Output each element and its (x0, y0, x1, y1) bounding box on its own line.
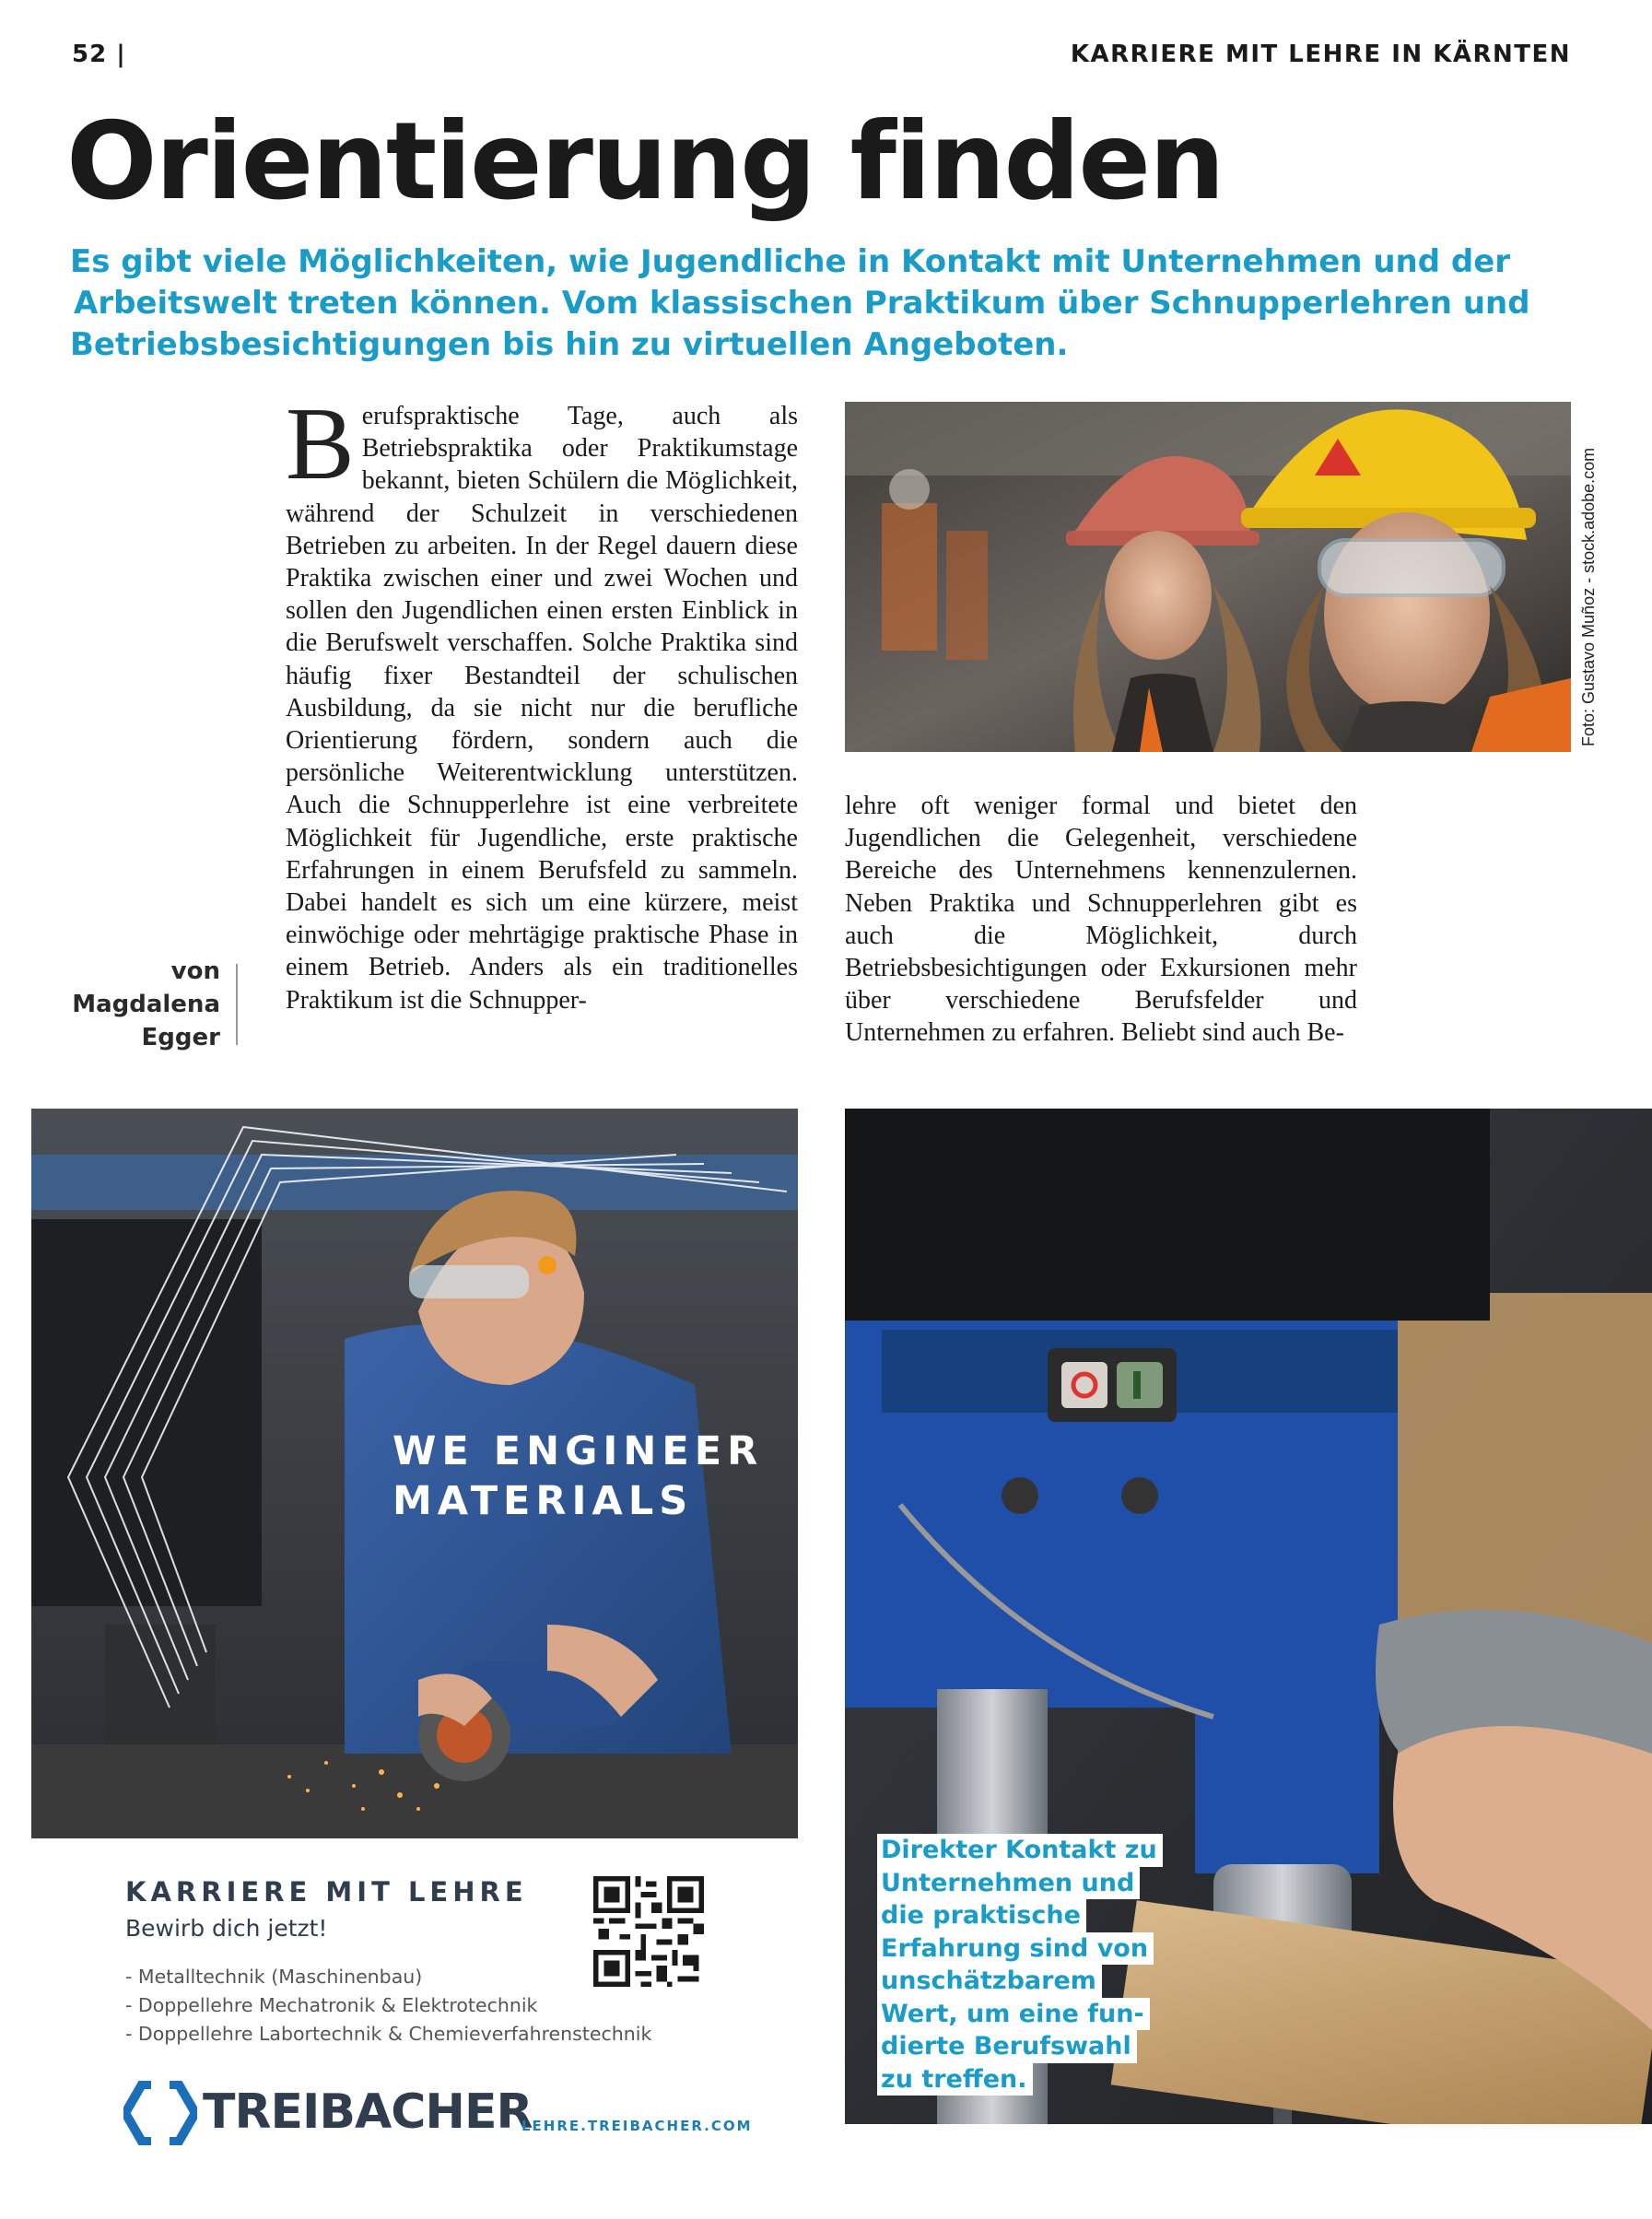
byline-first-name: Magdalena (72, 991, 220, 1018)
ad-headline (392, 1426, 763, 1526)
article-text: erufspraktische Tage, auch als Betriebspraktika oder Praktikumstage bekannt, bieten Schülern die Möglichkeit, während der Schulzeit in verschiedenen Betrieben zu arbeiten. In der Regel dauern diese Praktika zwischen einer und zwei Wochen und sollen den Jugendlichen einen ersten Einblick in die Berufswelt verschaffen. Solche Praktika sind häufig fixer Bestandteil der schulischen Ausbildung, da sie nicht nur die berufliche Orientierung fördern, sondern auch die persönliche Weiterentwicklung unterstützen. Auch die Schnupperlehre ist eine verbreitete Möglichkeit für Jugendliche, erste praktische Erfahrungen in einem Berufsfeld zu sammeln. Dabei handelt es sich um eine kürzere, meist einwöchige oder mehrtägige praktische Phase in einem Betrieb. Anders als ein traditionelles Praktikum ist die Schnupper- (286, 402, 798, 1015)
photo-credit-text: Foto: Gustavo Muñoz - stock.adobe.com (1579, 447, 1598, 746)
article-column-2 (845, 790, 1357, 1057)
caption-line: Direkter Kontakt zu (877, 1834, 1163, 1867)
byline (72, 955, 220, 1054)
ad-list-item: - Metalltechnik (Maschinenbau) (125, 1966, 423, 1988)
caption-line: Erfahrung sind von (877, 1932, 1154, 1966)
page-number: 52 | (72, 41, 126, 68)
qr-code[interactable] (593, 1876, 704, 1987)
byline-last-name: Egger (141, 1024, 220, 1051)
running-head: KARRIERE MIT LEHRE IN KÄRNTEN (1070, 41, 1571, 68)
construction-photo-illustration (845, 402, 1571, 752)
treibacher-logo[interactable] (123, 2081, 197, 2145)
caption-line: zu treffen. (877, 2063, 1033, 2096)
caption-line: Unternehmen und (877, 1867, 1140, 1900)
byline-prefix: von (170, 957, 220, 985)
qr-code-icon (593, 1876, 704, 1987)
photo-credit (1579, 447, 1605, 746)
ad-list-item: - Doppellehre Labortechnik & Chemieverfahrenstechnik (125, 2023, 652, 2045)
caption-line: unschätzbarem (877, 1965, 1102, 1998)
ad-list (125, 1963, 651, 2049)
ad-title: KARRIERE MIT LEHRE (125, 1876, 528, 1908)
hexagon-logo-icon (123, 2081, 197, 2145)
article-column-1 (286, 400, 798, 1063)
ad-headline-line: MATERIALS (392, 1478, 694, 1524)
byline-divider (236, 964, 238, 1045)
lead-line: Betriebsbesichtigungen bis hin zu virtuellen Angeboten. (70, 326, 1069, 363)
article-text: lehre oft weniger formal und bietet den Jugendlichen die Gelegenheit, verschiedene Bereiche des Unternehmens kennenzulernen. Neben Praktika und Schnupperlehren gibt es auch die Möglichkeit, durch Betriebsbesichtigungen oder Exkursionen mehr über verschiedene Berufsfelder und Unternehmen zu erfahren. Beliebt sind auch Be- (845, 792, 1357, 1048)
ad-list-item: - Doppellehre Mechatronik & Elektrotechnik (125, 1994, 538, 2016)
dropcap: B (286, 400, 355, 501)
caption-line: Wert, um eine fun- (877, 1998, 1150, 2031)
lead-line: Arbeitswelt treten können. Vom klassischen Praktikum über Schnupperlehren und (74, 285, 1530, 322)
photo-caption (877, 1834, 1163, 2096)
ad-headline-line: WE ENGINEER (392, 1428, 764, 1474)
brand-name: TREIBACHER (203, 2084, 533, 2140)
brand-url[interactable]: LEHRE.TREIBACHER.COM (521, 2118, 753, 2134)
ad-subtitle: Bewirb dich jetzt! (125, 1915, 328, 1942)
photo-construction-workers (845, 402, 1571, 752)
caption-line: die praktische (877, 1899, 1086, 1932)
caption-line: dierte Berufswahl (877, 2030, 1137, 2063)
page-title: Orientierung finden (66, 100, 1224, 224)
lead-line: Es gibt viele Möglichkeiten, wie Jugendliche in Kontakt mit Unternehmen und der (70, 243, 1511, 280)
lead-paragraph (70, 241, 1530, 366)
